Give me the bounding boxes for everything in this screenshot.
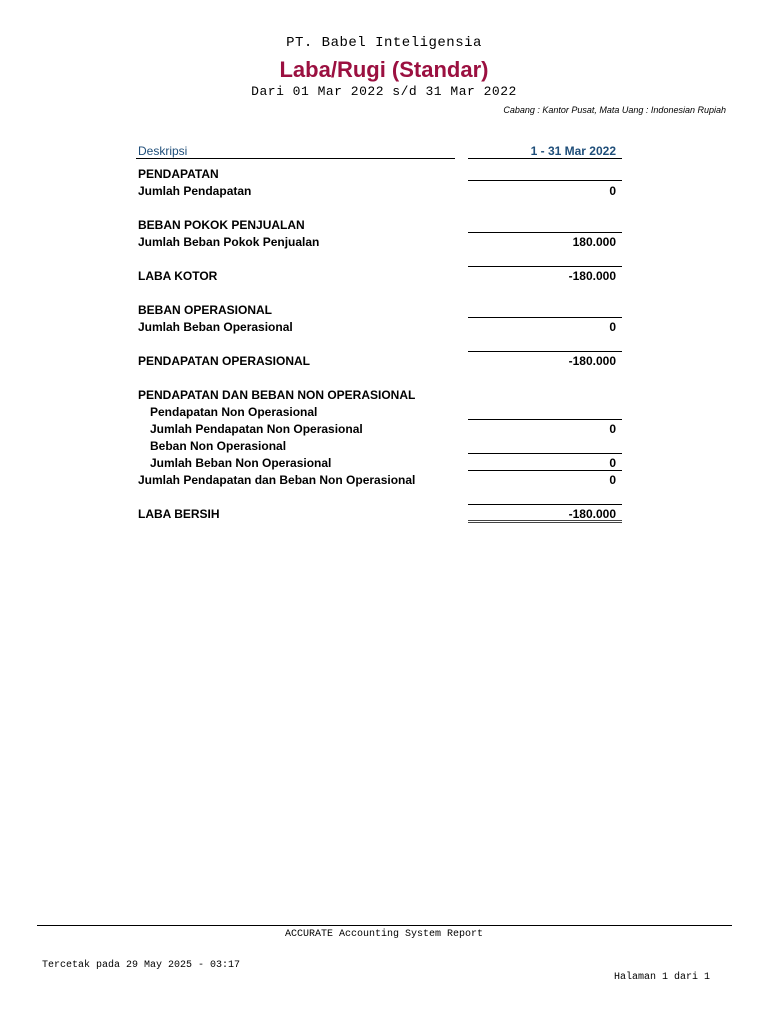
section-non-operasional: PENDAPATAN DAN BEBAN NON OPERASIONAL [138, 388, 416, 402]
row-label: Jumlah Pendapatan dan Beban Non Operasional [138, 473, 416, 487]
footer-printed-at: Tercetak pada 29 May 2025 - 03:17 [42, 960, 241, 971]
row-value: -180.000 [568, 269, 616, 283]
report-title: Laba/Rugi (Standar) [279, 57, 489, 82]
grand-total-line [468, 520, 622, 523]
column-header-description: Deskripsi [138, 144, 188, 158]
section-beban-operasional: BEBAN OPERASIONAL [138, 303, 273, 317]
row-value: 0 [609, 320, 616, 334]
branch-info: Cabang : Kantor Pusat, Mata Uang : Indonesian Rupiah [503, 105, 726, 115]
subtotal-line [468, 470, 622, 471]
column-header-divider [468, 158, 622, 159]
subtotal-line [468, 180, 622, 181]
row-value: 0 [609, 184, 616, 198]
row-value: 180.000 [572, 235, 616, 249]
row-value: 0 [609, 456, 616, 470]
row-value: 0 [609, 473, 616, 487]
footer-page-number: Halaman 1 dari 1 [613, 972, 710, 983]
report-period: Dari 01 Mar 2022 s/d 31 Mar 2022 [251, 84, 517, 99]
section-pendapatan: PENDAPATAN [138, 167, 219, 181]
row-value: -180.000 [568, 354, 616, 368]
footer-divider [37, 925, 732, 926]
company-name: PT. Babel Inteligensia [286, 35, 482, 51]
subtotal-line [468, 266, 622, 267]
row-value: -180.000 [568, 507, 616, 521]
subtotal-line [468, 453, 622, 454]
subsection-beban-non-operasional: Beban Non Operasional [150, 439, 287, 453]
row-label-pendapatan-operasional: PENDAPATAN OPERASIONAL [138, 354, 311, 368]
row-label-laba-bersih: LABA BERSIH [138, 507, 220, 521]
row-label: Jumlah Pendapatan [138, 184, 252, 198]
subtotal-line [468, 351, 622, 352]
row-label: Jumlah Beban Pokok Penjualan [138, 235, 320, 249]
row-label: Jumlah Beban Non Operasional [150, 456, 332, 470]
subtotal-line [468, 504, 622, 505]
subtotal-line [468, 317, 622, 318]
row-label: Jumlah Pendapatan Non Operasional [150, 422, 363, 436]
column-header-divider [136, 158, 455, 159]
row-label-laba-kotor: LABA KOTOR [138, 269, 218, 283]
subtotal-line [468, 232, 622, 233]
subsection-pendapatan-non-operasional: Pendapatan Non Operasional [150, 405, 318, 419]
row-value: 0 [609, 422, 616, 436]
column-header-period: 1 - 31 Mar 2022 [530, 144, 616, 158]
section-beban-pokok-penjualan: BEBAN POKOK PENJUALAN [138, 218, 305, 232]
footer-report-name: ACCURATE Accounting System Report [284, 929, 484, 940]
subtotal-line [468, 419, 622, 420]
row-label: Jumlah Beban Operasional [138, 320, 293, 334]
